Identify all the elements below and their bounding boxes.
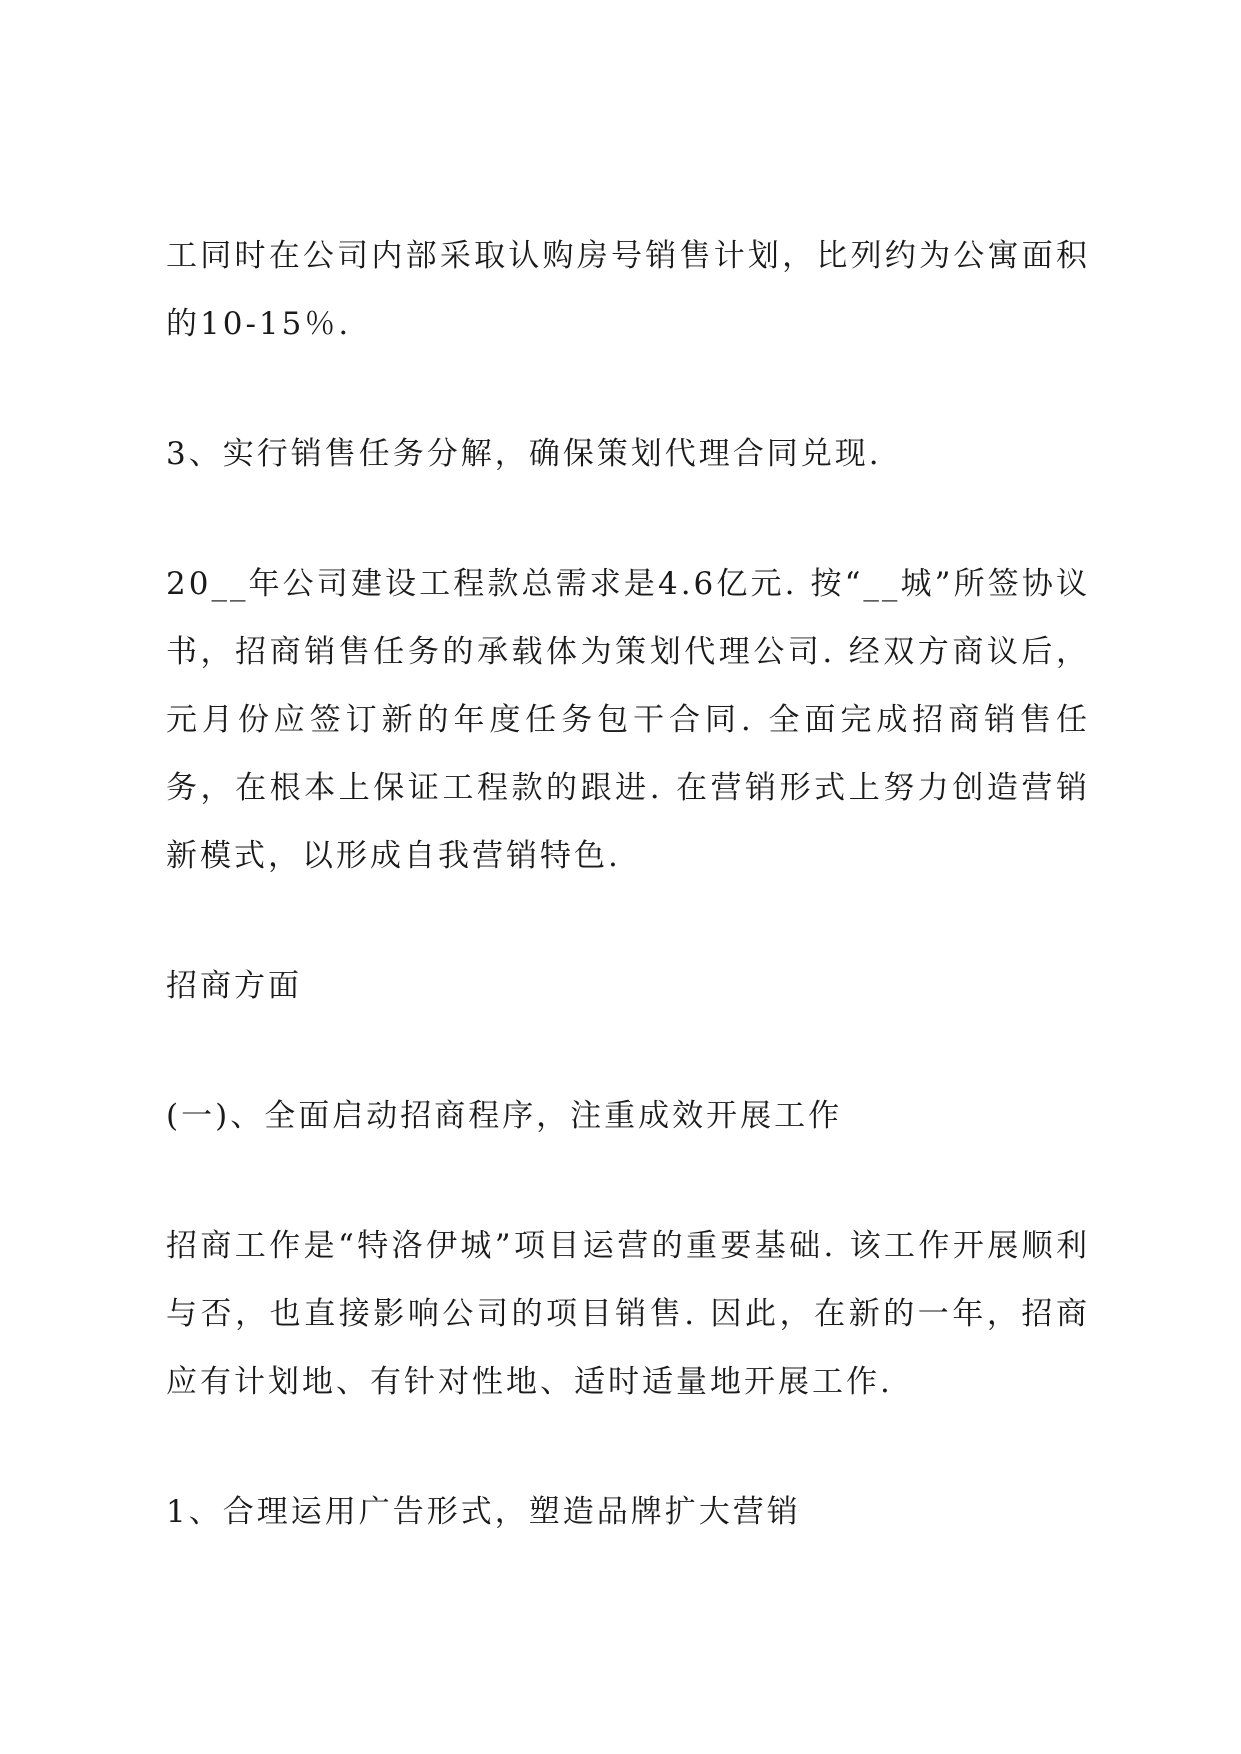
subsection-heading-launch-investment: (一)、全面启动招商程序，注重成效开展工作 bbox=[166, 1098, 843, 1134]
section-heading-investment: 招商方面 bbox=[166, 968, 302, 1004]
paragraph-advertising-heading: 1、合理运用广告形式，塑造品牌扩大营销 bbox=[166, 1494, 801, 1530]
paragraph-sales-task-heading: 3、实行销售任务分解，确保策划代理合同兑现. bbox=[166, 436, 882, 472]
paragraph-investment-work: 招商工作是“特洛伊城”项目运营的重要基础. 该工作开展顺利与否，也直接影响公司的项目销售. 因此，在新的一年，招商应有计划地、有针对性地、适时适量地开展工作. bbox=[166, 1228, 1090, 1400]
paragraph-construction-funds: 20__年公司建设工程款总需求是4.6亿元. 按“__城”所签协议书，招商销售任务的承载体为策划代理公司. 经双方商议后，元月份应签订新的年度任务包干合同. 全面完成招商销售任务，在根本上保证工程款的跟进. 在营销形式上努力创造营销新模式，以形成自我营销特色. bbox=[166, 566, 1090, 874]
document-body bbox=[166, 222, 1090, 1608]
paragraph-subscription-plan: 工同时在公司内部采取认购房号销售计划，比列约为公寓面积的10-15％. bbox=[166, 238, 1090, 342]
